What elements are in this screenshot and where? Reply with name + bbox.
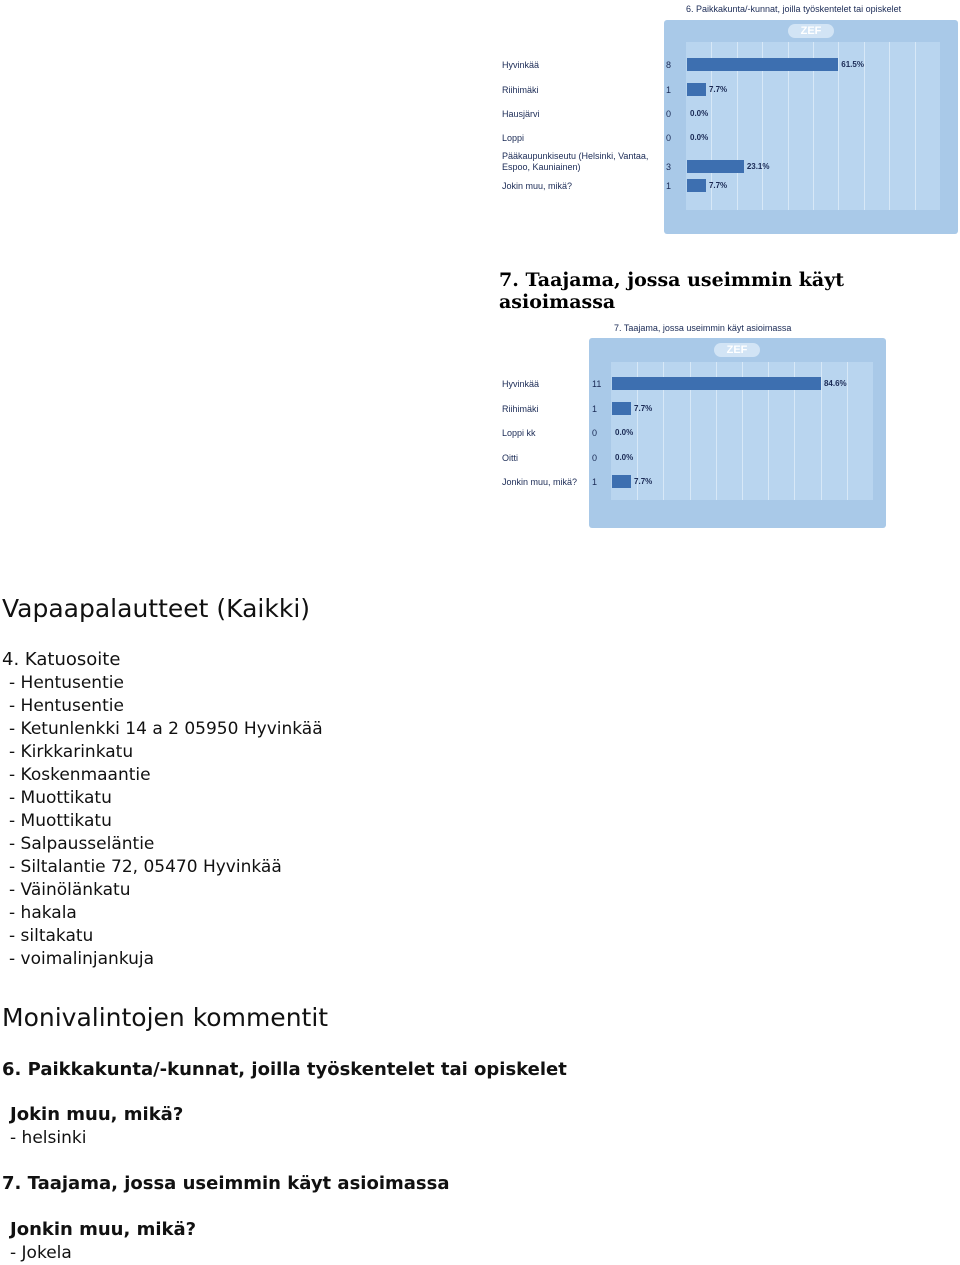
chart-category-label: Jonkin muu, mikä? (502, 477, 578, 487)
chart-percent-label: 84.6% (823, 379, 847, 388)
answer-item: - Hentusentie (9, 673, 124, 693)
comment-q7-answer: - Jokela (10, 1243, 72, 1263)
chart-count-label: 0 (666, 109, 672, 119)
chart-bar (687, 179, 706, 192)
chart-category-label: Pääkaupunkiseutu (Helsinki, Vantaa, Espoo, Kauniainen) (502, 151, 649, 172)
section-heading-7: 7. Taajama, jossa useimmin käyt asioimassa (499, 269, 845, 313)
answer-item: - Muottikatu (9, 788, 112, 808)
chart-gridline (889, 42, 890, 210)
chart-bar (612, 475, 631, 488)
chart-count-label: 0 (666, 133, 672, 143)
chart-category-label: Hausjärvi (502, 109, 540, 119)
chart-category-label: Jokin muu, mikä? (502, 181, 573, 191)
chart-percent-label: 0.0% (615, 428, 634, 437)
comment-q7-subtitle: Jonkin muu, mikä? (10, 1219, 197, 1240)
chart-count-label: 0 (592, 428, 598, 438)
comment-q6-title: 6. Paikkakunta/-kunnat, joilla työskentelet tai opiskelet (2, 1059, 567, 1080)
answer-item: - Ketunlenkki 14 a 2 05950 Hyvinkää (9, 719, 323, 739)
answer-item: - Hentusentie (9, 696, 124, 716)
chart-percent-label: 7.7% (634, 477, 653, 486)
chart-category-label: Oitti (502, 453, 519, 463)
chart-bar (687, 83, 706, 96)
chart-category-label: Hyvinkää (502, 60, 540, 70)
chart-count-label: 1 (666, 85, 672, 95)
chart-6-zef-logo: ZEF (788, 24, 834, 38)
chart-percent-label: 7.7% (708, 85, 728, 94)
answer-item: - siltakatu (9, 926, 94, 946)
chart-count-label: 1 (592, 477, 598, 487)
comment-q6-answer: - helsinki (10, 1128, 87, 1148)
chart-7-title: 7. Taajama, jossa useimmin käyt asioimassa (614, 323, 792, 333)
chart-category-label: Loppi (502, 133, 525, 143)
chart-percent-label: 0.0% (690, 133, 709, 142)
answer-item: - Kirkkarinkatu (9, 742, 134, 762)
answer-item: - voimalinjankuja (9, 949, 155, 969)
chart-percent-label: 0.0% (690, 109, 709, 118)
chart-gridline (915, 42, 916, 210)
chart-percent-label: 7.7% (708, 181, 728, 190)
free-feedback-title: Vapaapalautteet (Kaikki) (2, 594, 311, 623)
chart-bar (612, 402, 631, 415)
chart-category-label: Hyvinkää (502, 379, 540, 389)
answer-item: - Koskenmaantie (9, 765, 151, 785)
chart-percent-label: 7.7% (634, 404, 653, 413)
chart-bar (612, 377, 821, 390)
answer-item: - hakala (9, 903, 77, 923)
chart-count-label: 11 (592, 379, 602, 389)
chart-count-label: 1 (592, 404, 598, 414)
answer-item: - Väinölänkatu (9, 880, 131, 900)
answer-item: - Salpausseläntie (9, 834, 155, 854)
chart-category-label: Loppi kk (502, 428, 536, 438)
comments-title: Monivalintojen kommentit (2, 1003, 329, 1032)
chart-count-label: 1 (666, 181, 672, 191)
chart-percent-label: 23.1% (746, 162, 770, 171)
answer-item: - Muottikatu (9, 811, 112, 831)
chart-bar (687, 160, 744, 173)
chart-count-label: 8 (666, 60, 672, 70)
chart-percent-label: 61.5% (841, 60, 864, 69)
chart-category-label: Riihimäki (502, 404, 539, 414)
chart-gridline (838, 42, 839, 210)
chart-category-label: Riihimäki (502, 85, 539, 95)
answer-item: - Siltalantie 72, 05470 Hyvinkää (9, 857, 282, 877)
chart-bar (687, 58, 838, 71)
chart-6-title: 6. Paikkakunta/-kunnat, joilla työskentelet tai opiskelet (686, 4, 902, 14)
answer-list (9, 672, 323, 971)
free-feedback-question: 4. Katuosoite (2, 649, 121, 670)
chart-7-zef-logo: ZEF (714, 343, 760, 357)
chart-gridline (847, 362, 848, 500)
comment-q7-title: 7. Taajama, jossa useimmin käyt asioimassa (2, 1173, 450, 1194)
chart-count-label: 3 (666, 162, 672, 172)
chart-count-label: 0 (592, 453, 598, 463)
chart-percent-label: 0.0% (615, 453, 634, 462)
comment-q6-subtitle: Jokin muu, mikä? (10, 1104, 184, 1125)
